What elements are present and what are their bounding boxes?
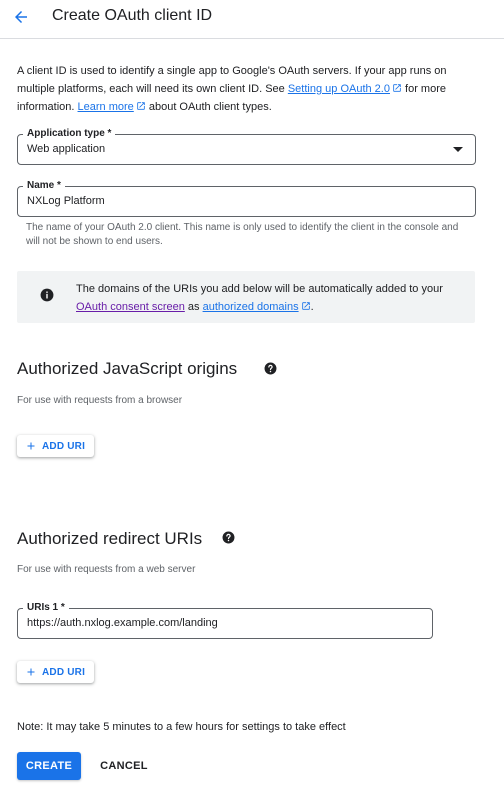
dropdown-arrow-icon: [453, 147, 463, 152]
arrow-back-icon: [12, 8, 30, 26]
page-header: [0, 0, 504, 39]
create-button[interactable]: CREATE: [17, 752, 81, 780]
name-field-value: NXLog Platform: [27, 195, 105, 207]
info-text-middle: as: [184, 301, 203, 313]
application-type-select[interactable]: [17, 128, 476, 165]
info-icon: [40, 288, 54, 302]
settings-note: Note: It may take 5 minutes to a few hours for settings to take effect: [17, 721, 346, 733]
setup-oauth-link-label: Setting up OAuth 2.0: [287, 83, 390, 95]
help-icon[interactable]: [264, 362, 277, 375]
js-origins-subtitle: For use with requests from a browser: [17, 395, 183, 406]
application-type-label: Application type *: [23, 128, 115, 140]
plus-icon: [25, 666, 37, 678]
name-field-hint: The name of your OAuth 2.0 client. This name is only used to identify the client in the console and will not be shown to end users.: [26, 222, 459, 247]
application-type-value: Web application: [27, 143, 106, 155]
learn-more-link[interactable]: [78, 101, 146, 113]
info-text: [76, 280, 461, 316]
redirect-uri-1-label: URIs 1 *: [23, 602, 69, 614]
redirect-uri-1-field[interactable]: [17, 602, 433, 639]
open-in-new-icon: [301, 301, 311, 311]
name-field-label: Name *: [23, 180, 65, 192]
authorized-domains-link[interactable]: [203, 301, 311, 313]
add-redirect-uri-button[interactable]: [17, 661, 94, 683]
redirect-uris-subtitle: For use with requests from a web server: [17, 564, 196, 575]
intro-text-before: A client ID is used to identify a single app to Google's OAuth servers. If your app runs on multiple platforms, each will need its own client ID. See: [17, 65, 447, 95]
intro-text-middle: for more information.: [17, 83, 446, 113]
add-redirect-uri-label: ADD URI: [42, 666, 86, 678]
add-js-origin-label: ADD URI: [42, 440, 86, 452]
intro-text: [17, 62, 487, 116]
plus-icon: [25, 440, 37, 452]
open-in-new-icon: [136, 101, 146, 111]
page-title: Create OAuth client ID: [52, 7, 213, 24]
authorized-domains-link-label: authorized domains: [202, 301, 299, 313]
info-text-before: The domains of the URIs you add below will be automatically added to your: [76, 283, 443, 295]
add-js-origin-button[interactable]: [17, 435, 94, 457]
learn-more-link-label: Learn more: [77, 101, 134, 113]
setup-oauth-link[interactable]: [288, 83, 402, 95]
back-button[interactable]: [10, 6, 32, 28]
redirect-uri-1-value: https://auth.nxlog.example.com/landing: [27, 617, 218, 629]
open-in-new-icon: [392, 83, 402, 93]
info-banner: [17, 271, 475, 323]
name-field[interactable]: [17, 180, 476, 217]
info-text-after: .: [310, 301, 314, 313]
consent-screen-link[interactable]: OAuth consent screen: [76, 301, 185, 313]
js-origins-title: Authorized JavaScript origins: [17, 359, 238, 378]
redirect-uris-title: Authorized redirect URIs: [17, 529, 203, 548]
help-icon[interactable]: [222, 531, 235, 544]
cancel-button[interactable]: CANCEL: [100, 760, 148, 772]
intro-text-after: about OAuth client types.: [145, 101, 272, 113]
